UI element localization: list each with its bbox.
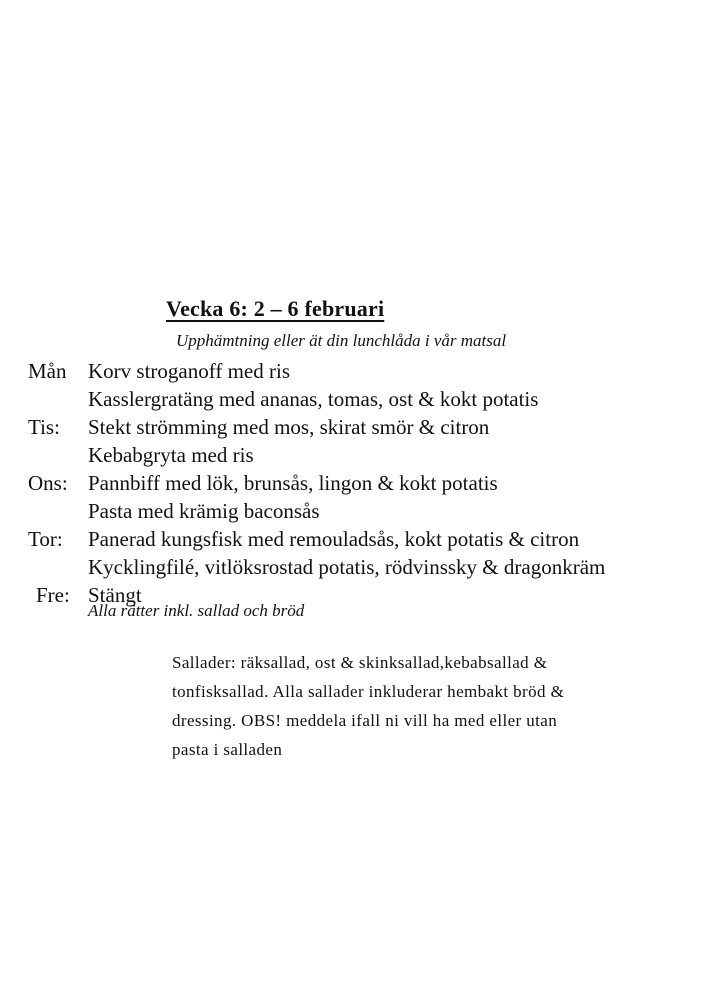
day-label: Mån xyxy=(28,359,67,383)
day-label: Tor: xyxy=(28,527,63,551)
menu-row-thursday xyxy=(28,525,688,581)
dish-text: Korv stroganoff med ris xyxy=(88,359,290,383)
dish-text: Kebabgryta med ris xyxy=(88,443,254,467)
dish-text: Kasslergratäng med ananas, tomas, ost & kokt potatis xyxy=(88,387,539,411)
dish-text: Pasta med krämig baconsås xyxy=(88,499,320,523)
dish-text: Stekt strömming med mos, skirat smör & citron xyxy=(88,415,490,439)
page-title: Vecka 6: 2 – 6 februari xyxy=(166,296,385,321)
dish-text: Pannbiff med lök, brunsås, lingon & kokt potatis xyxy=(88,471,498,495)
menu-row-monday xyxy=(28,357,688,413)
day-dishes xyxy=(88,469,688,525)
day-dishes xyxy=(88,525,688,581)
day-label: Fre: xyxy=(36,583,70,607)
salad-info-line: tonfisksallad. Alla sallader inkluderar hembakt bröd & xyxy=(172,682,565,701)
day-label: Tis: xyxy=(28,415,60,439)
menu-note: Alla rätter inkl. sallad och bröd xyxy=(88,601,305,620)
day-label: Ons: xyxy=(28,471,68,495)
menu-subtitle: Upphämtning eller ät din lunchlåda i vår matsal xyxy=(176,331,507,350)
dish-text: Stängt xyxy=(88,583,142,607)
day-dishes xyxy=(88,357,688,413)
menu-row-tuesday xyxy=(28,413,688,469)
day-dishes xyxy=(88,413,688,469)
salad-info-line: dressing. OBS! meddela ifall ni vill ha med eller utan xyxy=(172,711,558,730)
salad-info-line: Sallader: räksallad, ost & skinksallad,kebabsallad & xyxy=(172,653,548,672)
salad-info-line: pasta i salladen xyxy=(172,740,283,759)
weekly-menu xyxy=(28,357,688,609)
dish-text: Panerad kungsfisk med remouladsås, kokt potatis & citron xyxy=(88,527,580,551)
salad-info xyxy=(172,648,564,764)
menu-row-wednesday xyxy=(28,469,688,525)
dish-text: Kycklingfilé, vitlöksrostad potatis, rödvinssky & dragonkräm xyxy=(88,555,606,579)
